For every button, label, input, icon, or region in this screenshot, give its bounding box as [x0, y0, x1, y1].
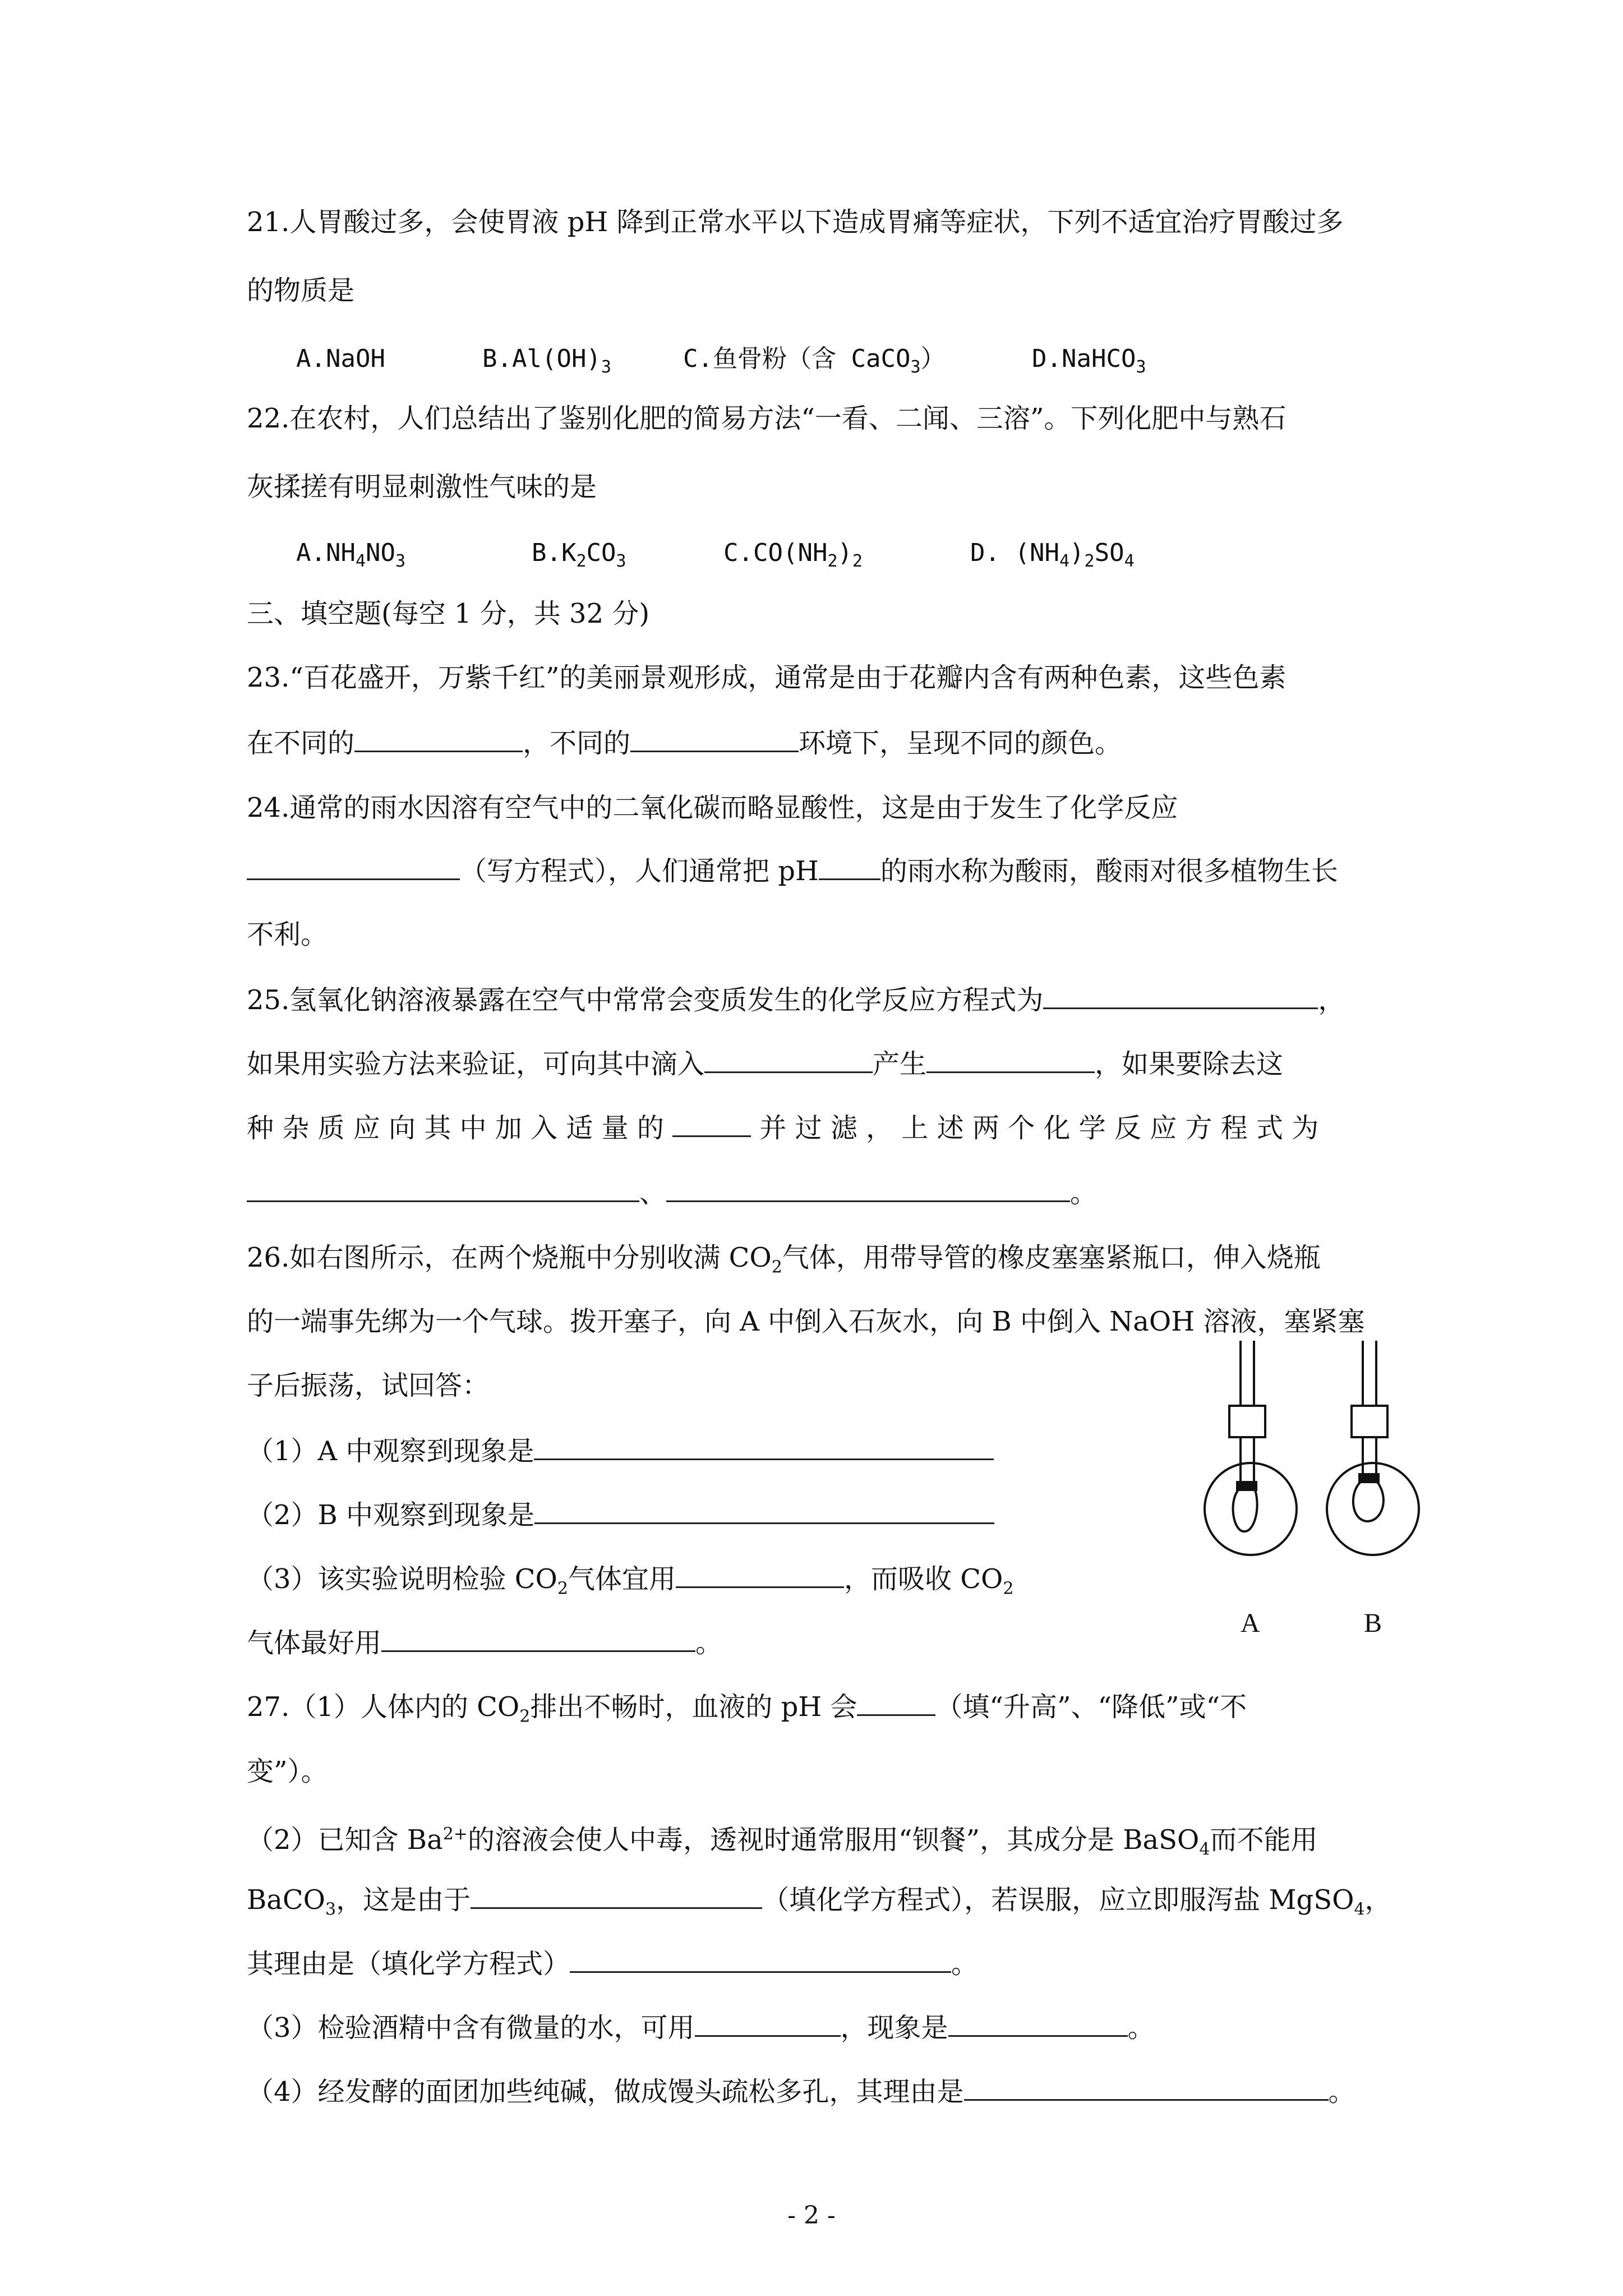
q22-line1: 22.在农村，人们总结出了鉴别化肥的简易方法“一看、二闻、三溶”。下列化肥中与熟石 — [247, 403, 1287, 434]
q24-line2: （写方程式），人们通常把 pH 的雨水称为酸雨，酸雨对很多植物生长 — [247, 854, 1338, 888]
q26-sub3: （3）该实验说明检验 $CO_2$气体宜用 ，而吸收 $CO_2$ — [247, 1562, 1013, 1606]
q24-line3: 不利。 — [247, 919, 328, 950]
q27-p2-line2: BaCO$_3$，这是由于 （填化学方程式），若误服，应立即服泻盐 MgSO$_4$， — [247, 1883, 1392, 1927]
q22-option-b: $B.K_2CO_3$ — [532, 539, 626, 571]
q21-option-d: D.NaHCO$_3$ — [1032, 344, 1146, 377]
answer-blank[interactable] — [354, 726, 523, 752]
flask-b-label: B — [1364, 1608, 1382, 1638]
answer-blank[interactable] — [676, 1562, 844, 1588]
q25-line3: 种 杂 质 应 向 其 中 加 入 适 量 的 并 过 滤 ， 上 述 两 个 化 学 反 应 方 程 式 为 — [247, 1111, 1318, 1145]
q26-line1: 26.如右图所示，在两个烧瓶中分别收满 $CO_2$气体，用带导管的橡皮塞塞紧瓶口，伸入烧瓶 — [247, 1242, 1321, 1277]
q22-option-d: D. $(NH_4)_2SO_4$ — [970, 539, 1135, 571]
answer-blank[interactable] — [471, 1883, 762, 1909]
answer-blank[interactable] — [247, 854, 460, 880]
answer-blank[interactable] — [948, 2010, 1128, 2037]
q21-line1: 21.人胃酸过多，会使胃液 pH 降到正常水平以下造成胃痛等症状，下列不适宜治疗胃酸过多 — [247, 206, 1344, 238]
answer-blank[interactable] — [666, 1176, 1070, 1202]
q25-line4: 、 。 — [247, 1176, 1097, 1210]
flask-diagram — [1189, 1341, 1458, 1610]
answer-blank[interactable] — [926, 1047, 1095, 1073]
section-heading: 三、填空题(每空 1 分，共 32 分) — [247, 598, 650, 629]
flask-a — [1205, 1341, 1297, 1555]
q23-line1: 23.“百花盛开，万紫千红”的美丽景观形成，通常是由于花瓣内含有两种色素，这些色素 — [247, 662, 1287, 693]
q27-line2: 变”）。 — [247, 1756, 328, 1787]
q26-sub1: （1）A 中观察到现象是 — [247, 1434, 994, 1468]
q22-option-c: $C.CO(NH_2)_2$ — [723, 539, 863, 571]
q25-line2: 如果用实验方法来验证，可向其中滴入 产生 ，如果要除去这 — [247, 1047, 1283, 1081]
answer-blank[interactable] — [630, 726, 799, 752]
q22-option-a: $A.NH_4NO_3$ — [296, 539, 406, 571]
answer-blank[interactable] — [857, 1690, 935, 1716]
q25-line1: 25.氢氧化钠溶液暴露在空气中常常会变质发生的化学反应方程式为 ， — [247, 983, 1345, 1017]
answer-blank[interactable] — [704, 1047, 873, 1073]
answer-blank[interactable] — [819, 854, 880, 880]
q21-option-a: A.NaOH — [296, 344, 385, 373]
q26-sub3-line2: 气体最好用 。 — [247, 1626, 722, 1660]
flask-b — [1327, 1341, 1419, 1555]
q21-option-b: $B.Al(OH)_3$ — [482, 344, 611, 377]
q27-p2-line1: （2）已知含 $Ba^{2+}$的溶液会使人中毒，透视时通常服用“钡餐”，其成分是 BaSO$_4$而不能用 — [247, 1824, 1318, 1860]
page-number: - 2 - — [787, 2201, 836, 2230]
q23-line2: 在不同的 ，不同的 环境下，呈现不同的颜色。 — [247, 726, 1122, 760]
q26-sub2: （2）B 中观察到现象是 — [247, 1498, 994, 1532]
q21-line2: 的物质是 — [247, 275, 355, 306]
answer-blank[interactable] — [534, 1498, 994, 1524]
q27-p4: （4）经发酵的面团加些纯碱，做成馒头疏松多孔，其理由是 。 — [247, 2074, 1355, 2109]
q24-line1: 24.通常的雨水因溶有空气中的二氧化碳而略显酸性，这是由于发生了化学反应 — [247, 792, 1178, 823]
answer-blank[interactable] — [964, 2074, 1329, 2101]
q22-line2: 灰揉搓有明显刺激性气味的是 — [247, 471, 597, 503]
flask-a-label: A — [1241, 1608, 1260, 1638]
q26-line2: 的一端事先绑为一个气球。拨开塞子，向 A 中倒入石灰水，向 B 中倒入 NaOH 溶液，塞紧塞 — [247, 1306, 1365, 1337]
q26-line3: 子后振荡，试回答： — [247, 1370, 490, 1401]
answer-blank[interactable] — [695, 2010, 841, 2037]
q27-line1: 27.（1）人体内的 $CO_2$排出不畅时，血液的 pH 会 （填“升高”、“降低”或“不 — [247, 1690, 1247, 1734]
q27-p2-line3: 其理由是（填化学方程式） 。 — [247, 1947, 978, 1981]
answer-blank[interactable] — [381, 1626, 695, 1652]
answer-blank[interactable] — [534, 1434, 994, 1460]
answer-blank[interactable] — [1043, 983, 1318, 1009]
answer-blank[interactable] — [570, 1947, 951, 1973]
answer-blank[interactable] — [247, 1176, 639, 1202]
q27-p3: （3）检验酒精中含有微量的水，可用 ，现象是 。 — [247, 2010, 1155, 2045]
q21-option-c: C.鱼骨粉（含 CaCO$_3$） — [683, 344, 946, 377]
answer-blank[interactable] — [672, 1111, 751, 1137]
